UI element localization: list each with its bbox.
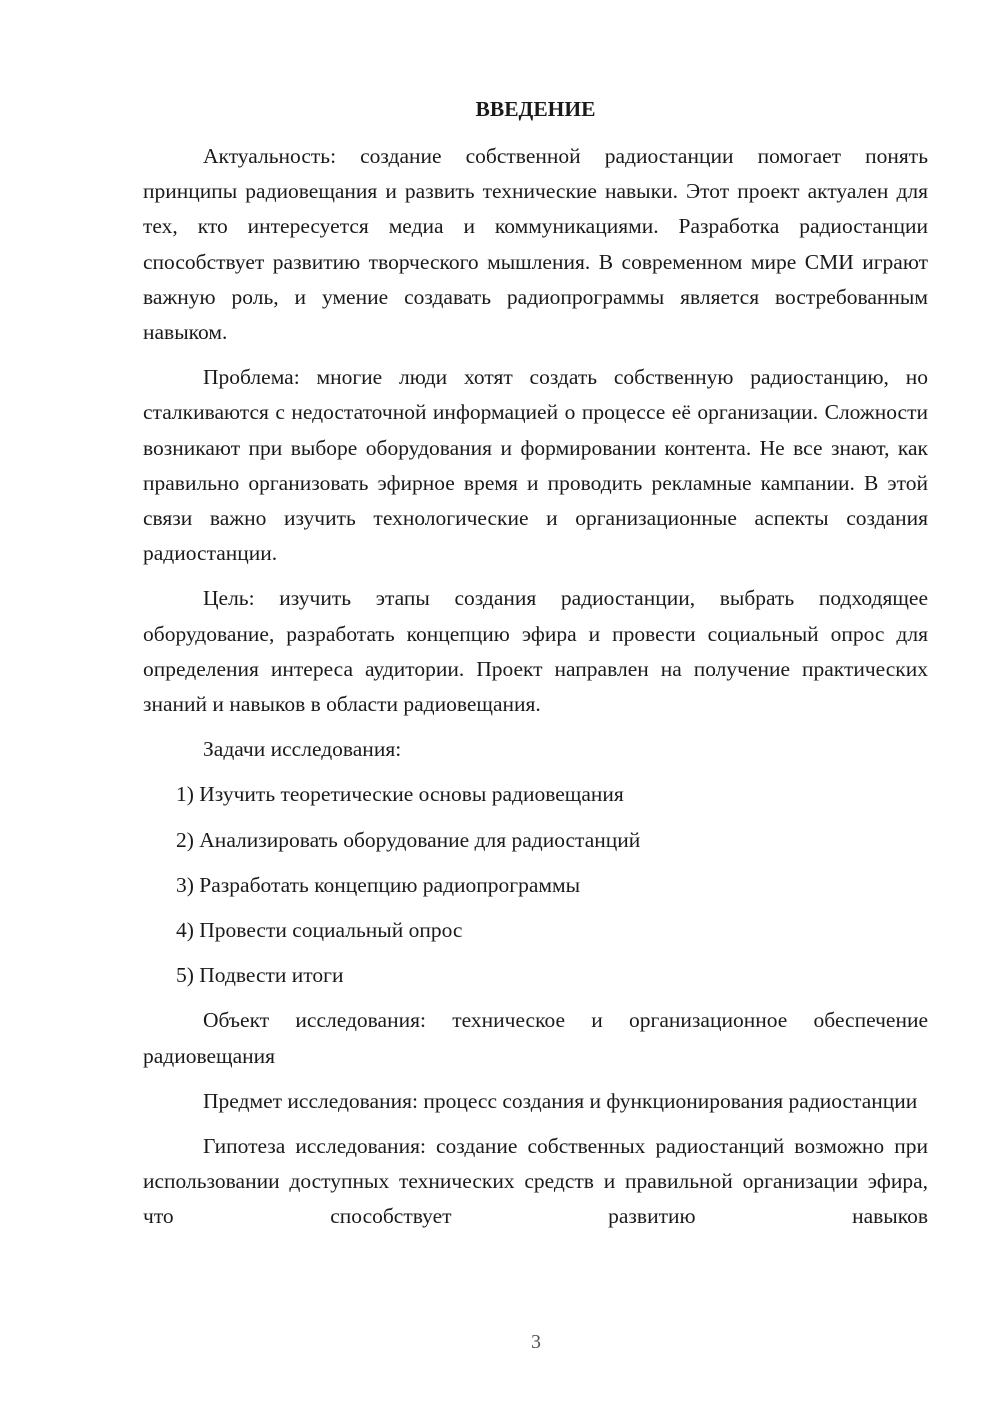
task-item: 4) Провести социальный опрос — [176, 918, 463, 943]
paragraph-goal: Цель: изучить этапы создания радиостанции, выбрать подходящее оборудование, разработать концепцию эфира и провести социальный опрос для определения интереса аудитории. Проект направлен на получение практических знаний и навыков в области радиовещания. — [143, 586, 928, 717]
task-item: 2) Анализировать оборудование для радиостанций — [176, 827, 641, 852]
paragraph-problem: Проблема: многие люди хотят создать собственную радиостанцию, но сталкиваются с недостаточной информацией о процессе её организации. Сложности возникают при выборе оборудования и формировании контента. Не все знают, как правильно организовать эфирное время и проводить рекламные кампании. В этой связи важно изучить технологические и организационные аспекты создания радиостанции. — [143, 365, 928, 566]
paragraph-hypothesis: Гипотеза исследования: создание собственных радиостанций возможно при использовании доступных технических средств и правильной организации эфира, что способствует развитию навыков — [143, 1134, 928, 1229]
task-item: 5) Подвести итоги — [176, 963, 344, 988]
task-item: 1) Изучить теоретические основы радиовещания — [176, 782, 624, 807]
paragraph-object: Объект исследования: техническое и организационное обеспечение радиовещания — [143, 1008, 928, 1068]
paragraph-subject: Предмет исследования: процесс создания и функционирования радиостанции — [203, 1088, 918, 1113]
section-heading: ВВЕДЕНИЕ — [475, 97, 596, 121]
task-item: 3) Разработать концепцию радиопрограммы — [176, 872, 581, 897]
tasks-list — [143, 777, 928, 993]
paragraph-relevance: Актуальность: создание собственной радиостанции помогает понять принципы радиовещания и развить технические навыки. Этот проект актуален для тех, кто интересуется медиа и коммуникациями. Разработка радиостанции способствует развитию творческого мышления. В современном мире СМИ играют важную роль, и умение создавать радиопрограммы является востребованным навыком. — [143, 144, 928, 345]
page-number: 3 — [531, 1331, 541, 1353]
document-page — [143, 92, 928, 1245]
tasks-title: Задачи исследования: — [203, 737, 402, 762]
